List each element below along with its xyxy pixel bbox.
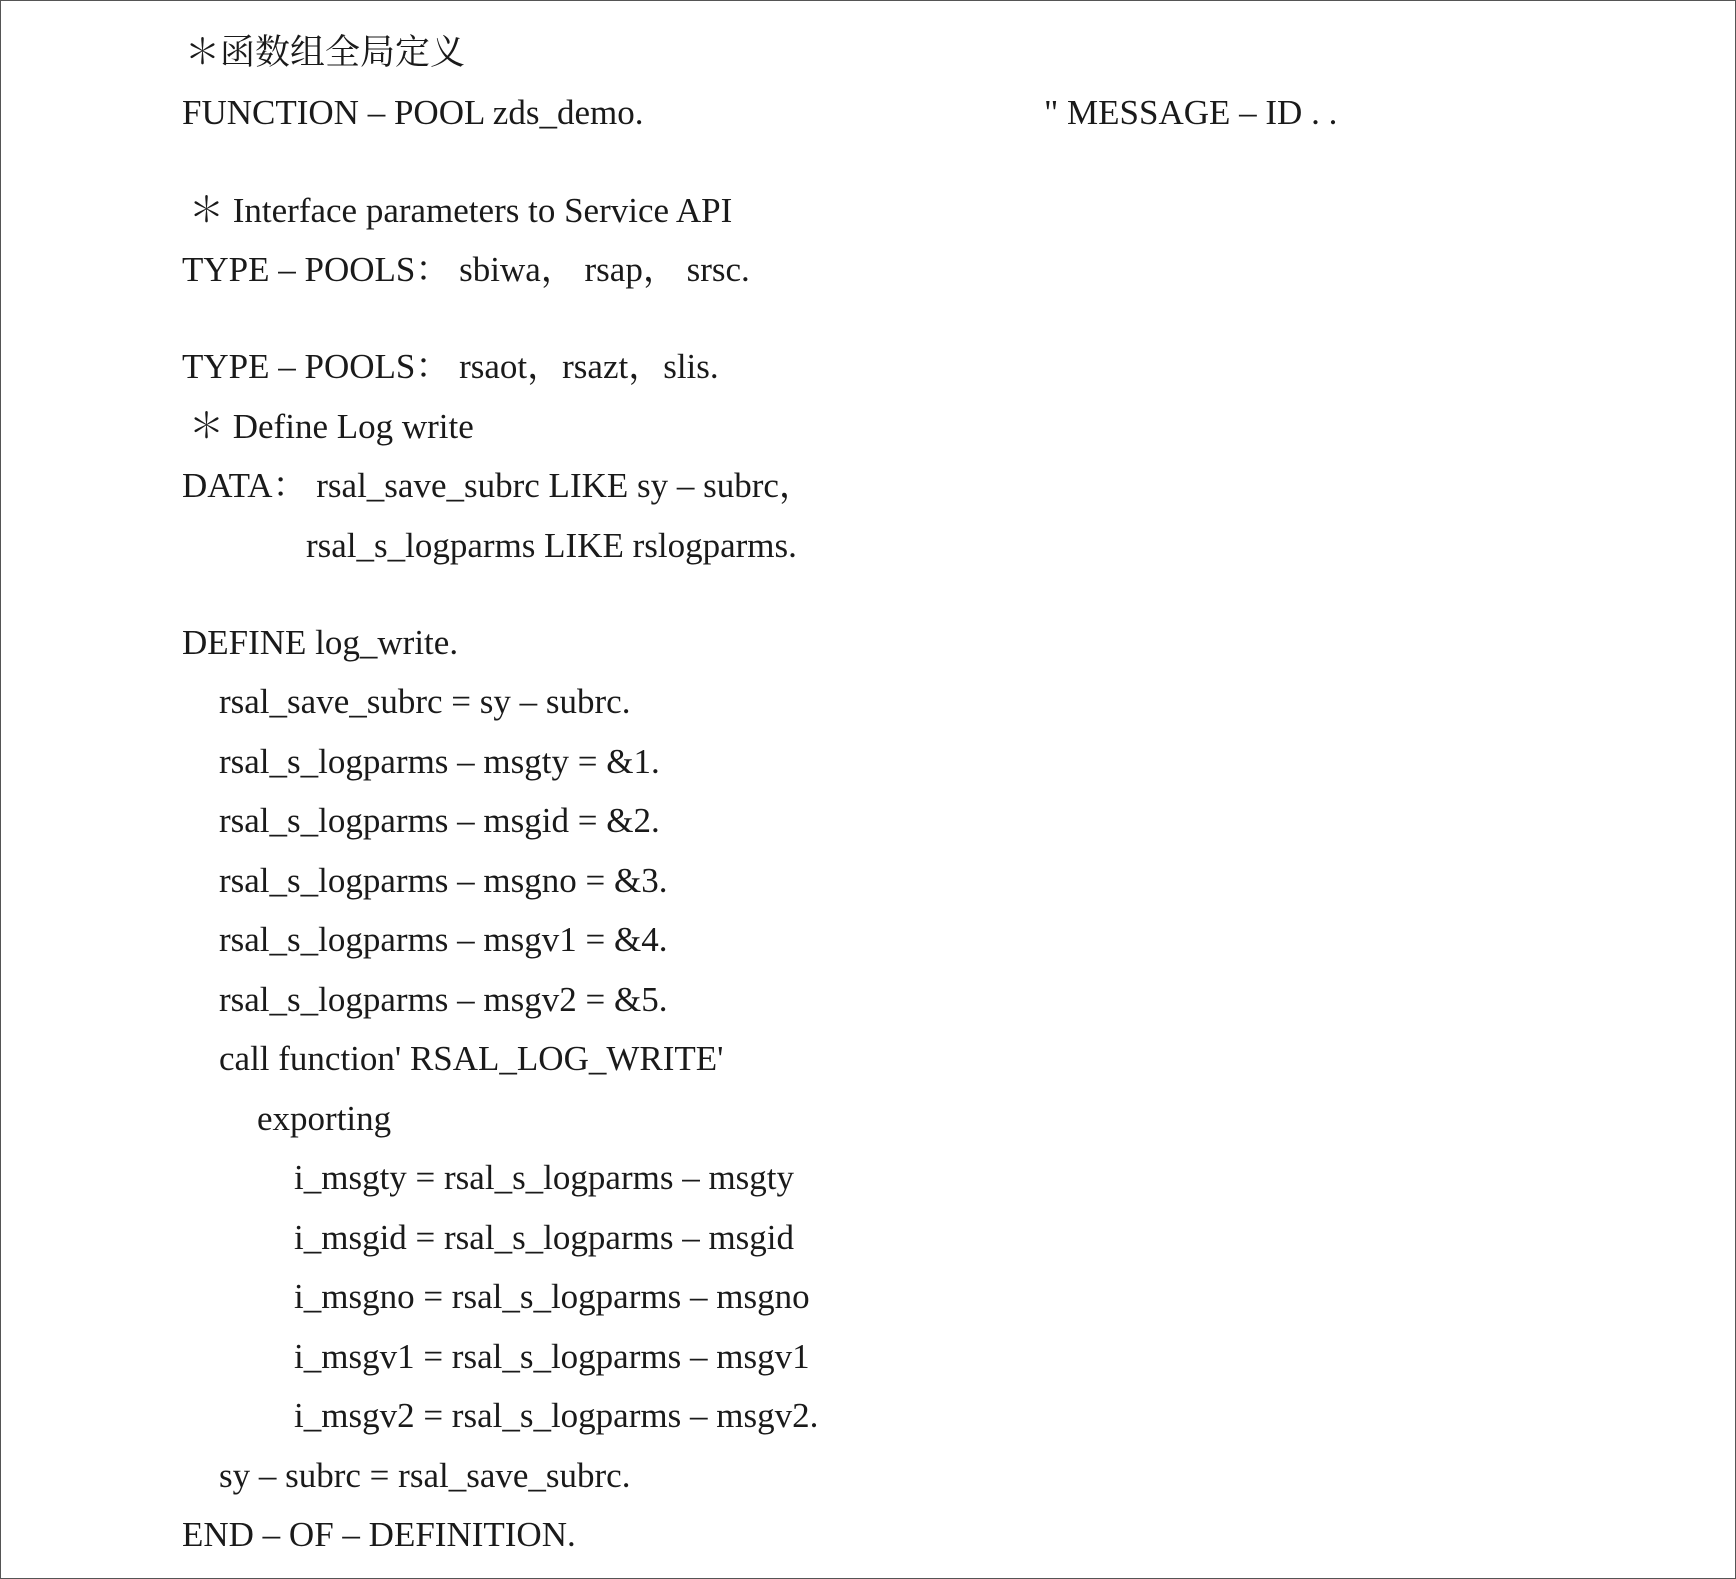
code-line-save-subrc: rsal_save_subrc = sy – subrc. xyxy=(219,682,631,721)
code-line-end-of-definition: END – OF – DEFINITION. xyxy=(182,1515,576,1554)
code-line-msgty: rsal_s_logparms – msgty = &1. xyxy=(219,742,660,781)
code-line-call-function: call function' RSAL_LOG_WRITE' xyxy=(219,1039,724,1078)
comment-line-log-write: ＊ Define Log write xyxy=(189,407,474,446)
code-line-msgv1: rsal_s_logparms – msgv1 = &4. xyxy=(219,920,668,959)
code-line-msgid: rsal_s_logparms – msgid = &2. xyxy=(219,801,660,840)
comment-line-function-group: ＊函数组全局定义 xyxy=(185,33,466,72)
code-line-export-msgv1: i_msgv1 = rsal_s_logparms – msgv1 xyxy=(294,1337,810,1376)
code-line-data-decl-cont: rsal_s_logparms LIKE rslogparms. xyxy=(306,526,797,565)
code-line-define: DEFINE log_write. xyxy=(182,623,459,662)
code-line-msgno: rsal_s_logparms – msgno = &3. xyxy=(219,861,668,900)
code-line-export-msgid: i_msgid = rsal_s_logparms – msgid xyxy=(294,1218,795,1257)
code-line-data-decl: DATA： rsal_save_subrc LIKE sy – subrc， xyxy=(182,466,814,505)
code-line-function-pool: FUNCTION – POOL zds_demo. xyxy=(182,93,644,132)
code-line-export-msgno: i_msgno = rsal_s_logparms – msgno xyxy=(294,1277,810,1316)
code-line-message-id-comment: " MESSAGE – ID . . xyxy=(1044,93,1338,132)
code-line-export-msgty: i_msgty = rsal_s_logparms – msgty xyxy=(294,1158,795,1197)
comment-line-interface: ＊ Interface parameters to Service API xyxy=(189,191,733,230)
code-line-type-pools-2: TYPE – POOLS： rsaot，rsazt，slis. xyxy=(182,347,719,386)
code-line-msgv2: rsal_s_logparms – msgv2 = &5. xyxy=(219,980,668,1019)
code-line-type-pools-1: TYPE – POOLS： sbiwa， rsap， srsc. xyxy=(182,250,750,289)
code-line-exporting: exporting xyxy=(257,1099,392,1138)
code-line-restore-subrc: sy – subrc = rsal_save_subrc. xyxy=(219,1456,631,1495)
code-line-export-msgv2: i_msgv2 = rsal_s_logparms – msgv2. xyxy=(294,1396,819,1435)
